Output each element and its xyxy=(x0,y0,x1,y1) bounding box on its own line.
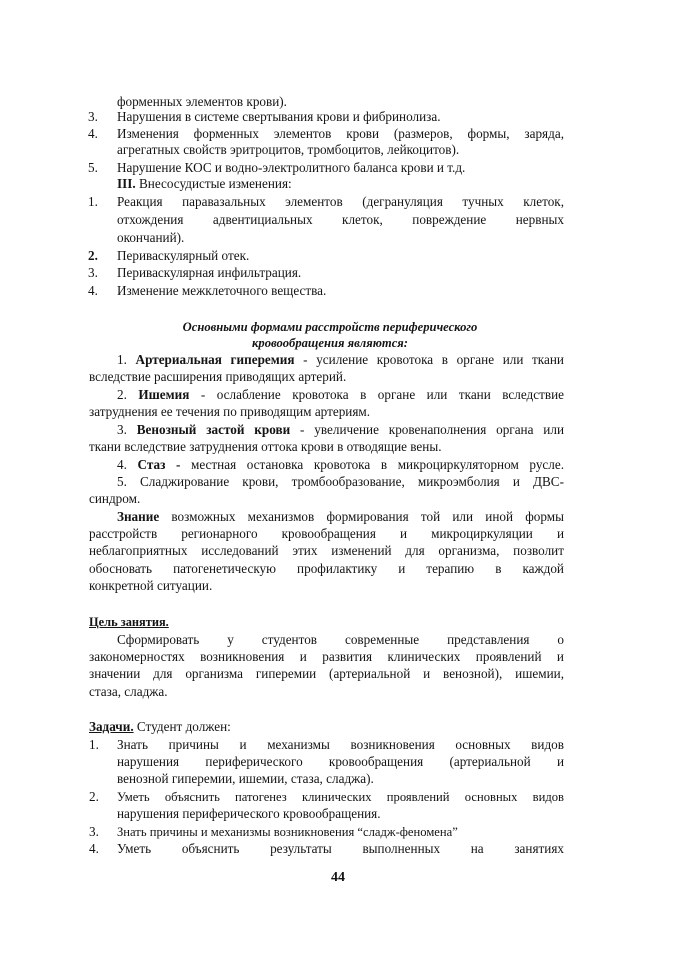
form-number: 2. xyxy=(117,387,139,402)
task-item-line: нарушения периферического кровообращения. xyxy=(117,806,381,821)
paragraph-line xyxy=(117,509,564,525)
form-definition: - увеличение кровенаполнения органа или xyxy=(290,422,565,437)
form-number: 4. xyxy=(117,457,138,472)
tasks-heading-label: Задачи. xyxy=(89,719,134,734)
form-number: 1. xyxy=(117,352,136,367)
goal-heading: Цель занятия. xyxy=(89,615,169,629)
section-title-line: кровообращения являются: xyxy=(252,336,408,350)
task-item-line: нарушения периферического кровообращения (артериальной и xyxy=(117,754,564,769)
tasks-lead: Студент должен: xyxy=(133,719,231,734)
list-number: 4. xyxy=(88,126,98,141)
task-item-line: венозной гиперемии, ишемии, стаза, сладжа). xyxy=(117,771,374,786)
task-item: Уметь объяснить результаты выполненных на занятиях xyxy=(117,841,564,856)
list-item: Периваскулярный отек. xyxy=(117,248,250,263)
paragraph-line: расстройств регионарного кровообращения и микроциркуляции и xyxy=(89,526,564,541)
list-item: Изменения форменных элементов крови (размеров, формы, заряда, xyxy=(117,126,564,141)
form-item xyxy=(117,457,564,473)
list-number: 5. xyxy=(88,160,98,175)
section-label: Внесосудистые изменения: xyxy=(139,176,292,191)
form-item-line: вследствие расширения приводящих артерий. xyxy=(89,369,347,384)
task-number: 2. xyxy=(89,789,99,804)
paragraph-text: возможных механизмов формирования той или иной формы xyxy=(159,509,564,524)
paragraph-line: стаза, сладжа. xyxy=(89,684,168,699)
form-number: 3. xyxy=(117,422,137,437)
form-definition: - усиление кровотока в органе или ткани xyxy=(294,352,564,367)
form-item xyxy=(117,387,564,403)
list-number: 3. xyxy=(88,265,98,280)
form-item xyxy=(117,422,564,438)
section-title: Основными формами расстройств периферического xyxy=(182,320,478,334)
bold-lead: Знание xyxy=(117,509,160,524)
form-item-line: затруднения ее течения по приводящим артериям. xyxy=(89,404,371,419)
task-number: 3. xyxy=(89,824,99,839)
paragraph-line: значении для организма гиперемии (артериальной и венозной), ишемии, xyxy=(89,666,564,681)
form-definition: местная остановка кровотока в микроциркуляторном русле. xyxy=(180,457,565,472)
form-definition: - ослабление кровотока в органе или ткани вследствие xyxy=(189,387,565,402)
form-term: Ишемия xyxy=(138,387,190,402)
form-term: Венозный застой крови xyxy=(136,422,291,437)
list-item: Нарушения в системе свертывания крови и фибринолиза. xyxy=(117,109,441,124)
paragraph-line: конкретной ситуации. xyxy=(89,578,213,593)
page-number: 44 xyxy=(331,870,345,885)
task-item: Знать причины и механизмы возникновения “сладж-феномена” xyxy=(117,825,458,839)
list-item: Нарушение КОС и водно-электролитного баланса крови и т.д. xyxy=(117,160,466,175)
form-item: 5. Сладжирование крови, тромбообразование, микроэмболия и ДВС- xyxy=(117,474,564,489)
form-term: Артериальная гиперемия xyxy=(135,352,295,367)
form-item-line: синдром. xyxy=(89,491,141,506)
task-number: 4. xyxy=(89,841,99,856)
paragraph-line: неблагоприятных исследований этих изменений для организма, позволит xyxy=(89,543,564,558)
tasks-heading xyxy=(89,719,231,735)
list-item-line: окончаний). xyxy=(117,230,185,245)
task-item: Знать причины и механизмы возникновения основных видов xyxy=(117,737,564,752)
list-number: 1. xyxy=(88,194,98,209)
roman-numeral: III. xyxy=(117,176,136,191)
list-number: 4. xyxy=(88,283,98,298)
list-item: Периваскулярная инфильтрация. xyxy=(117,265,302,280)
form-item xyxy=(117,352,564,368)
paragraph-line: Сформировать у студентов современные представления о xyxy=(117,632,564,647)
task-number: 1. xyxy=(89,737,99,752)
list-item-line: агрегатных свойств эритроцитов, тромбоцитов, лейкоцитов). xyxy=(117,142,460,157)
list-number: 3. xyxy=(88,109,98,124)
list-item: Изменение межклеточного вещества. xyxy=(117,283,327,298)
task-item: Уметь объяснить патогенез клинических проявлений основных видов xyxy=(117,790,564,804)
form-term: Стаз - xyxy=(137,457,181,472)
list-item-line: отхождения адвентициальных клеток, повреждение нервных xyxy=(117,212,564,227)
paragraph-line: закономерностях возникновения и развития клинических проявлений и xyxy=(89,649,564,664)
list-number: 2. xyxy=(88,248,98,263)
list-item-continuation: форменных элементов крови). xyxy=(117,94,287,109)
section-heading xyxy=(117,176,292,192)
list-item: Реакция паравазальных элементов (дегрануляция тучных клеток, xyxy=(117,194,564,209)
paragraph-line: обосновать патогенетическую профилактику и терапию в каждой xyxy=(89,561,564,576)
form-item-line: ткани вследствие затруднения оттока крови в отводящие вены. xyxy=(89,439,442,454)
